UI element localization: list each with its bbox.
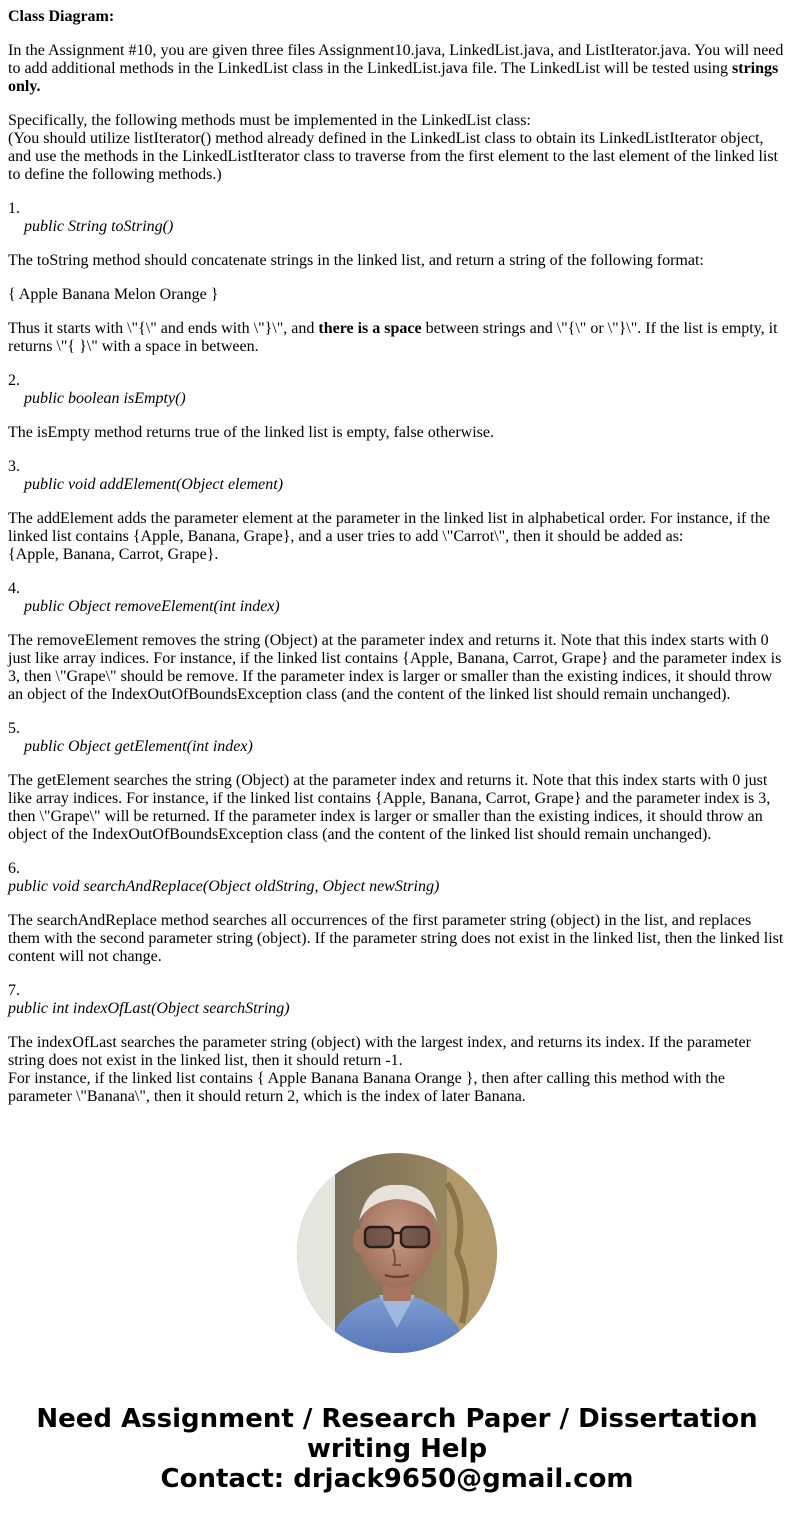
method-1-header: [8, 200, 786, 236]
intro-bold: strings only.: [8, 60, 779, 95]
specifically-line2: (You should utilize listIterator() method already defined in the LinkedList class to obtain its LinkedListIterator object, and use the methods in the LinkedListIterator class to traverse from the first element to the last element of the linked list to define the following methods.): [8, 130, 778, 183]
contact-banner: [0, 1404, 794, 1494]
page-title: Class Diagram:: [8, 8, 115, 25]
method-signature: public void searchAndReplace(Object oldString, Object newString): [8, 878, 440, 895]
intro-text: In the Assignment #10, you are given three files Assignment10.java, LinkedList.java, and ListIterator.java. You will need to add additional methods in the LinkedList class in the LinkedList.java file. The LinkedList will be tested using: [8, 42, 784, 77]
method-signature: public Object getElement(int index): [24, 738, 253, 755]
method-3-desc-tail: {Apple, Banana, Carrot, Grape}.: [8, 546, 219, 563]
method-signature: public String toString(): [24, 218, 174, 235]
method-5-desc: The getElement searches the string (Object) at the parameter index and returns it. Note that this index starts with 0 just like array indices. For instance, if the linked list contains {Apple, Banana, Carrot, Grape} and the parameter index is 3, then \"Grape\" will be returned. If the parameter index is larger or smaller than the existing indices, it should throw an object of the IndexOutOfBoundsException class (and the content of the linked list should remain unchanged).: [8, 772, 771, 843]
method-3-desc-text: The addElement adds the parameter element at the parameter in the linked list in alphabetical order. For instance, if the linked list contains {Apple, Banana, Grape}, and a user tries to add \"Carrot\", then it should be added as:: [8, 510, 770, 545]
method-number: 1.: [8, 200, 20, 217]
method-7-desc-tail: For instance, if the linked list contains { Apple Banana Banana Orange }, then after calling this method with the parameter \"Banana\", then it should return 2, which is the index of later Banana.: [8, 1070, 725, 1105]
method-4-header: [8, 580, 786, 616]
specifically-paragraph: [8, 112, 786, 184]
method-signature: public int indexOfLast(Object searchString): [8, 1000, 290, 1017]
method-1-extra: [8, 320, 786, 356]
method-1-extra-before: Thus it starts with \"{\" and ends with \"}\", and: [8, 320, 319, 337]
method-3-header: [8, 458, 786, 494]
method-number: 7.: [8, 982, 20, 999]
author-avatar: [297, 1153, 497, 1353]
intro-paragraph: [8, 42, 786, 96]
method-1-extra-bold: there is a space: [318, 320, 422, 337]
method-7-header: [8, 982, 786, 1018]
method-number: 4.: [8, 580, 20, 597]
banner-line-2: writing Help: [306, 1434, 488, 1464]
method-7-desc: [8, 1034, 786, 1106]
method-number: 6.: [8, 860, 20, 877]
method-6-header: [8, 860, 786, 896]
method-3-desc: [8, 510, 786, 564]
method-5-header: [8, 720, 786, 756]
method-signature: public boolean isEmpty(): [24, 390, 186, 407]
method-signature: public void addElement(Object element): [24, 476, 284, 493]
banner-line-3: Contact: drjack9650@gmail.com: [160, 1464, 634, 1494]
method-7-desc-text: The indexOfLast searches the parameter string (object) with the largest index, and returns its index. If the parameter string does not exist in the linked list, then it should return -1.: [8, 1034, 751, 1069]
method-number: 5.: [8, 720, 20, 737]
method-1-extra-after: between strings and \"{\" or \"}\". If the list is empty, it returns \"{ }\" with a space in between.: [8, 320, 778, 355]
method-1-example: { Apple Banana Melon Orange }: [8, 286, 219, 303]
specifically-line1: Specifically, the following methods must be implemented in the LinkedList class:: [8, 112, 531, 129]
method-number: 3.: [8, 458, 20, 475]
portrait-photo: [297, 1153, 497, 1353]
method-2-desc: The isEmpty method returns true of the linked list is empty, false otherwise.: [8, 424, 494, 441]
banner-line-1: Need Assignment / Research Paper / Dissertation: [36, 1404, 758, 1434]
method-1-desc: The toString method should concatenate strings in the linked list, and return a string of the following format:: [8, 252, 704, 269]
method-4-desc: The removeElement removes the string (Object) at the parameter index and returns it. Note that this index starts with 0 just like array indices. For instance, if the linked list contains {Apple, Banana, Carrot, Grape} and the parameter index is 3, then \"Grape\" should be remove. If the parameter index is larger or smaller than the existing indices, it should throw an object of the IndexOutOfBoundsException class (and the content of the linked list should remain unchanged).: [8, 632, 782, 703]
method-2-header: [8, 372, 786, 408]
method-signature: public Object removeElement(int index): [24, 598, 280, 615]
method-number: 2.: [8, 372, 20, 389]
method-6-desc: The searchAndReplace method searches all occurrences of the first parameter string (object) in the list, and replaces them with the second parameter string (object). If the parameter string does not exist in the linked list, then the linked list content will not change.: [8, 912, 784, 965]
